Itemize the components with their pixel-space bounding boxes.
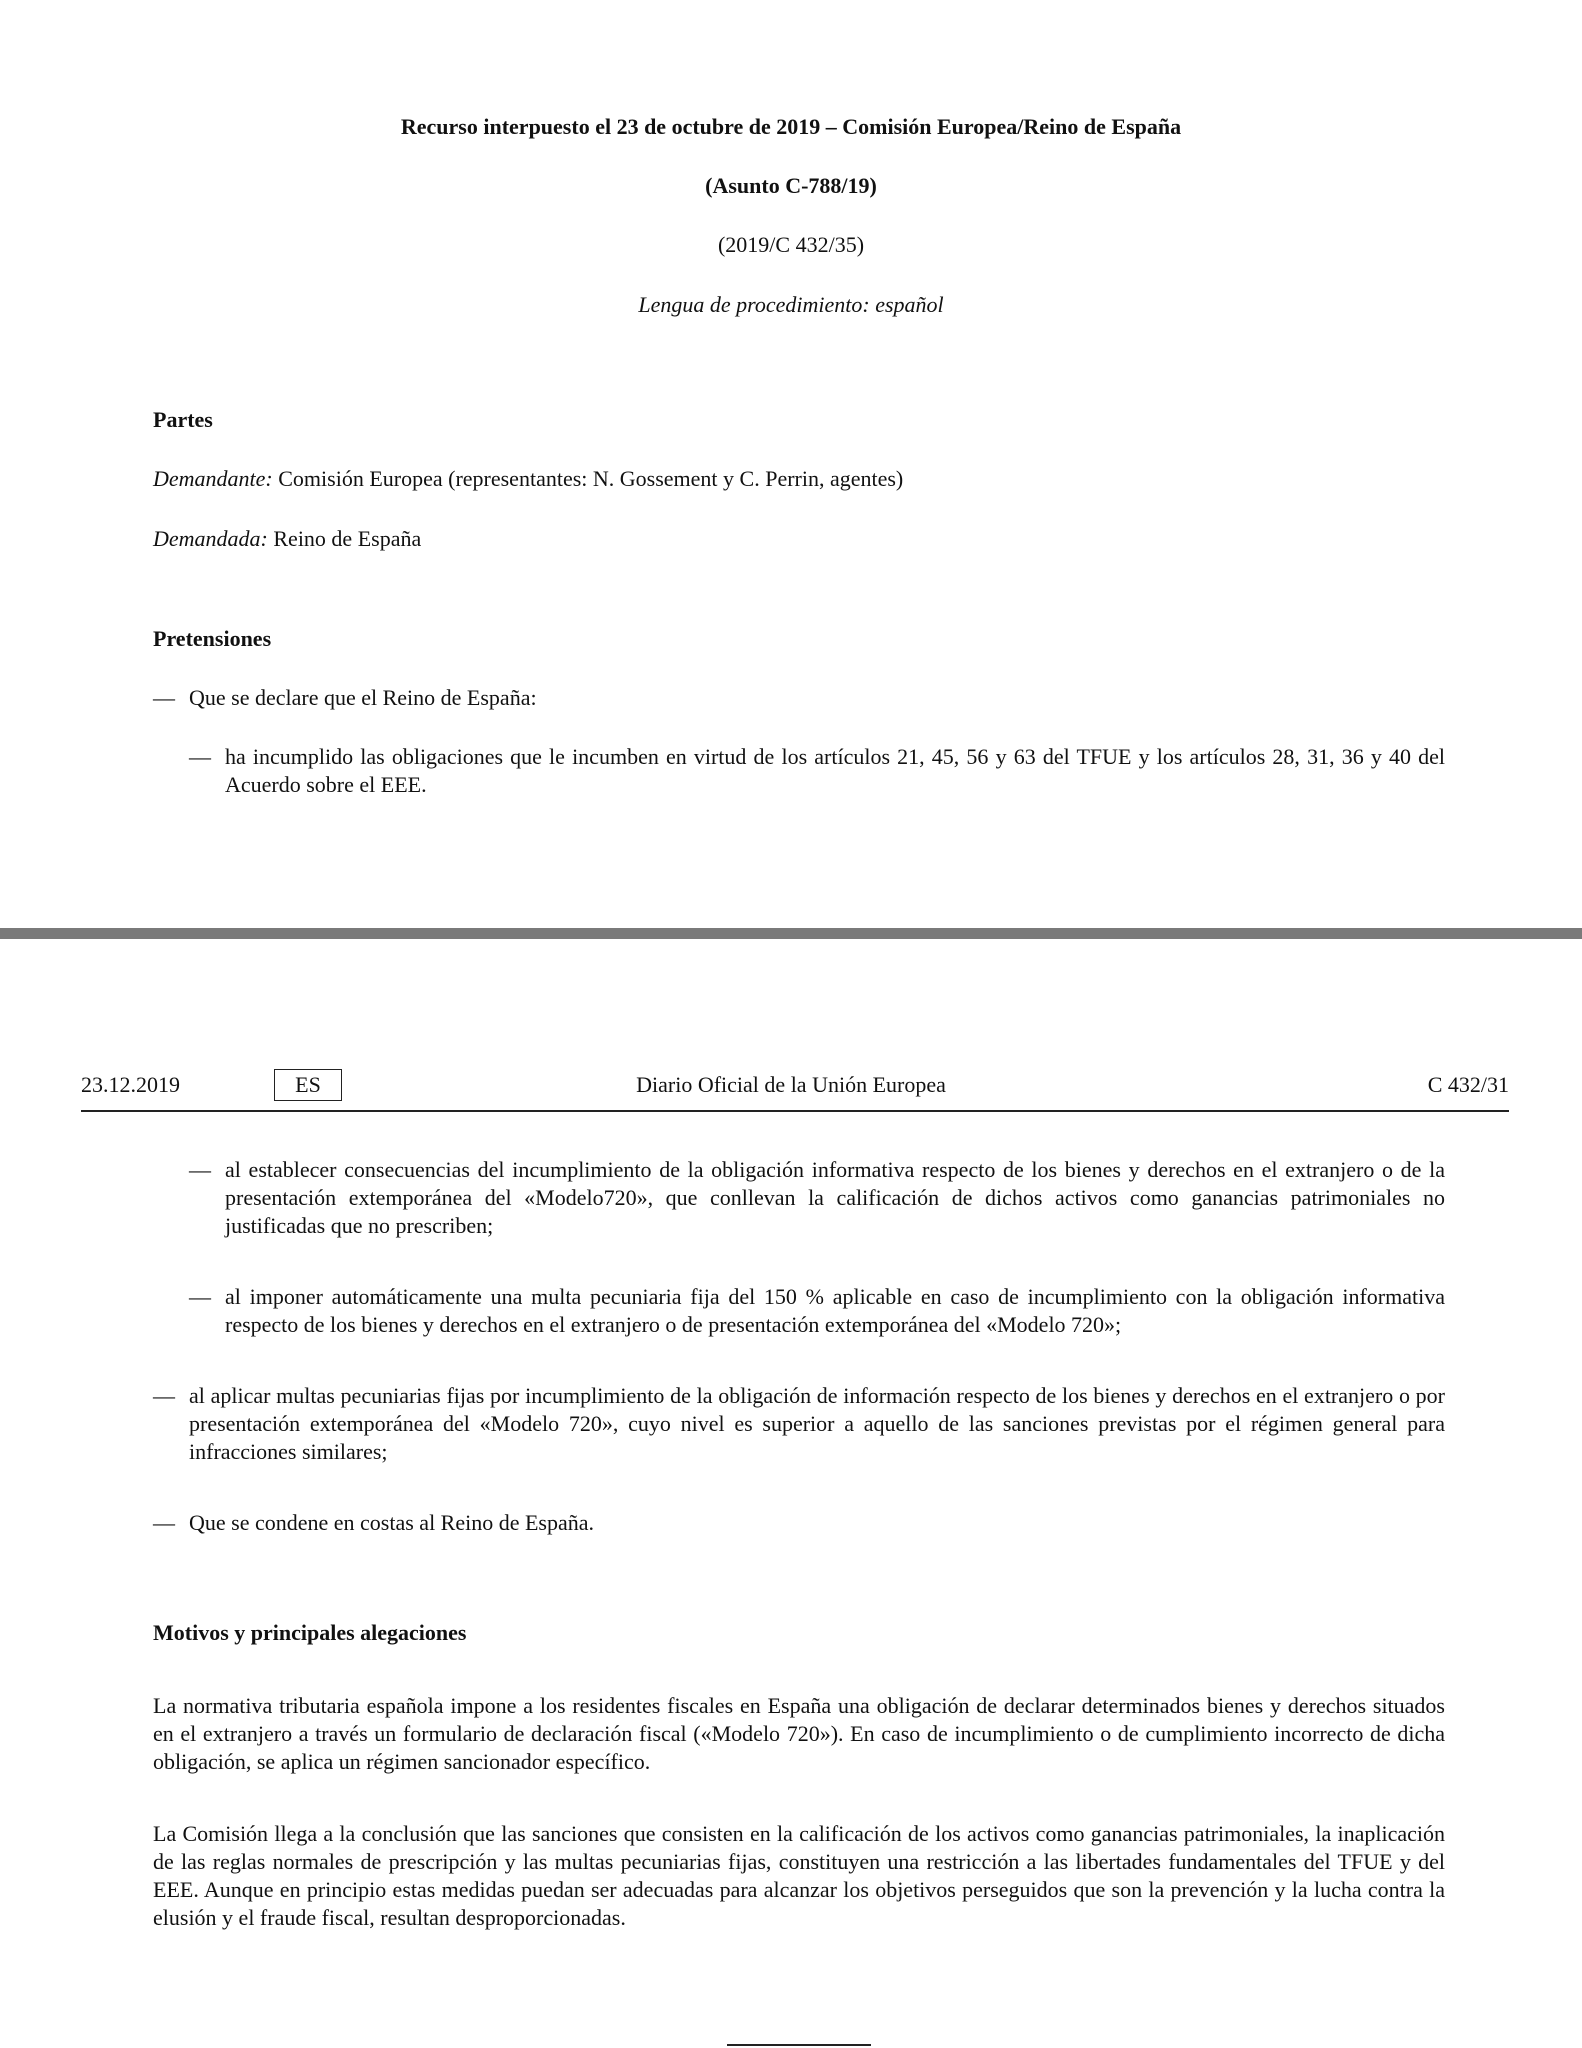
header-rule [81, 1110, 1509, 1112]
list-item-text: al establecer consecuencias del incumplimiento de la obligación informativa respecto de los bienes y derechos en el extranjero o de la presentación extemporánea del «Modelo720», que conllevan la calificación de dichos activos como ganancias patrimoniales no justificadas que no prescriben; [225, 1157, 1445, 1238]
paragraph: La Comisión llega a la conclusión que las sanciones que consisten en la calificación de los activos como ganancias patrimoniales, la inaplicación de las reglas normales de prescripción y las multas pecuniarias fijas, constituyen una restricción a las libertades fundamentales del TFUE y del EEE. Aunque en principio estas medidas puedan ser adecuadas para alcanzar los objetivos perseguidos que son la prevención y la lucha contra la elusión y el fraude fiscal, resultan desproporcionadas. [153, 1821, 1445, 1930]
list-item [189, 743, 1445, 799]
list-item-text: ha incumplido las obligaciones que le incumben en virtud de los artículos 21, 45, 56 y 63 del TFUE y los artículos 28, 31, 36 y 40 del Acuerdo sobre el EEE. [225, 744, 1445, 797]
list-item [153, 1509, 1445, 1537]
header-journal-name: Diario Oficial de la Unión Europea [636, 1072, 946, 1097]
demandada-line [153, 525, 421, 553]
dash-marker: — [189, 744, 211, 769]
dash-marker: — [189, 1284, 211, 1309]
list-item-text: al imponer automáticamente una multa pecuniaria fija del 150 % aplicable en caso de incumplimiento con la obligación informativa respecto de los bienes y derechos en el extranjero o de presentación extemporánea del «Modelo 720»; [225, 1284, 1445, 1337]
header-page-ref: C 432/31 [1427, 1072, 1509, 1097]
document-title: Recurso interpuesto el 23 de octubre de 2019 – Comisión Europea/Reino de España [400, 114, 1182, 139]
page-separator [0, 928, 1582, 939]
list-item-text: Que se declare que el Reino de España: [189, 685, 537, 710]
demandada-text: Reino de España [267, 526, 422, 551]
demandante-line [153, 465, 903, 493]
paragraph: La normativa tributaria española impone a los residentes fiscales en España una obligación de declarar determinados bienes y derechos situados en el extranjero a través un formulario de declaración fiscal («Modelo 720»). En caso de incumplimiento o de cumplimiento incorrecto de dicha obligación, se aplica un régimen sancionador específico. [153, 1693, 1445, 1774]
list-item-text: al aplicar multas pecuniarias fijas por incumplimiento de la obligación de información respecto de los bienes y derechos en el extranjero o por presentación extemporánea del «Modelo 720», cuyo nivel es superior a aquello de las sanciones previstas por el régimen general para infracciones similares; [189, 1383, 1445, 1464]
list-item [153, 684, 1445, 712]
dash-marker: — [153, 685, 175, 710]
dash-marker: — [189, 1157, 211, 1182]
motivos-heading: Motivos y principales alegaciones [153, 1620, 467, 1645]
list-item [189, 1283, 1445, 1339]
demandante-text: Comisión Europea (representantes: N. Gossement y C. Perrin, agentes) [272, 466, 904, 491]
journal-reference: (2019/C 432/35) [717, 232, 865, 257]
list-item [189, 1156, 1445, 1240]
demandada-label: Demandada: [153, 526, 268, 551]
partes-heading: Partes [153, 407, 213, 432]
footer-rule [727, 2044, 871, 2046]
procedure-language: Lengua de procedimiento: español [638, 292, 944, 317]
dash-marker: — [153, 1510, 175, 1535]
pretensiones-heading: Pretensiones [153, 626, 272, 651]
case-number: (Asunto C-788/19) [705, 173, 877, 198]
header-language-box: ES [274, 1069, 342, 1101]
demandante-label: Demandante: [153, 466, 273, 491]
header-date: 23.12.2019 [81, 1072, 180, 1097]
list-item-text: Que se condene en costas al Reino de España. [189, 1510, 595, 1535]
dash-marker: — [153, 1383, 175, 1408]
list-item [153, 1382, 1445, 1466]
